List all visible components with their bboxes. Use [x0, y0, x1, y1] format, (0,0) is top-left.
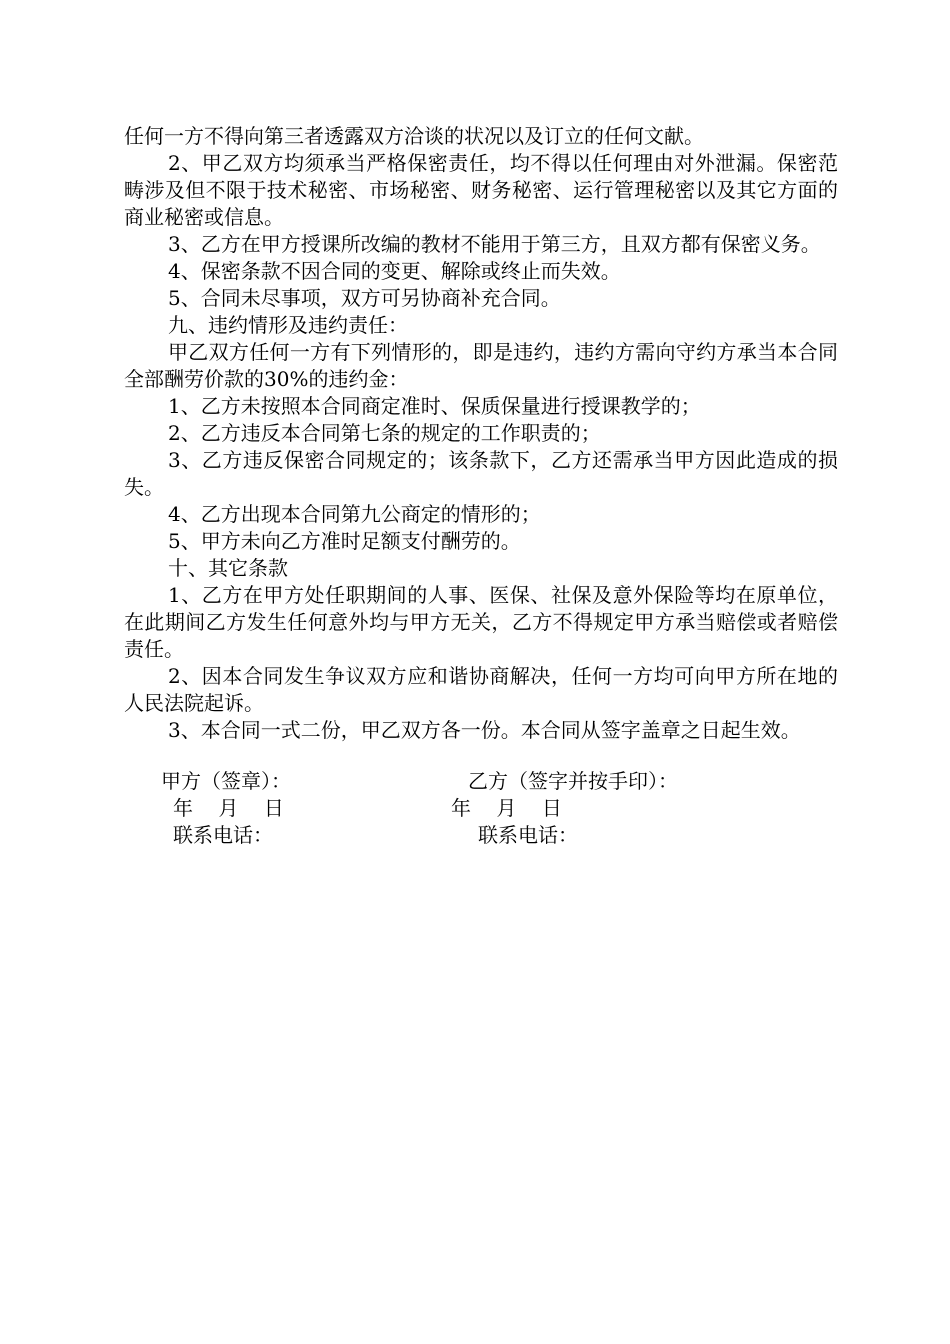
paragraph-other-2: 2、因本合同发生争议双方应和谐协商解决，任何一方均可向甲方所在地的人民法院起诉。 [124, 664, 838, 715]
party-b-signature-label: 乙方（签字并按手印）： [468, 769, 678, 793]
paragraph-breach-4: 4、乙方出现本合同第九公商定的情形的； [168, 502, 541, 526]
paragraph-confidential-3: 3、乙方在甲方授课所改编的教材不能用于第三方，且双方都有保密义务。 [168, 232, 821, 256]
paragraph-confidential-intro: 任何一方不得向第三者透露双方洽谈的状况以及订立的任何文献。 [124, 124, 704, 148]
party-a-phone-label: 联系电话： [173, 823, 273, 847]
section-heading-breach: 九、违约情形及违约责任： [168, 313, 408, 337]
party-b-phone-label: 联系电话： [478, 823, 578, 847]
paragraph-confidential-5: 5、合同未尽事项，双方可另协商补充合同。 [168, 286, 561, 310]
paragraph-breach-5: 5、甲方未向乙方准时足额支付酬劳的。 [168, 529, 521, 553]
party-a-signature-label: 甲方（签章）： [161, 769, 291, 793]
paragraph-confidential-2: 2、甲乙双方均须承当严格保密责任，均不得以任何理由对外泄漏。保密范畴涉及但不限于技术秘密、市场秘密、财务秘密、运行管理秘密以及其它方面的商业秘密或信息。 [124, 151, 838, 229]
party-a-date-label: 年 月 日 [173, 796, 284, 820]
paragraph-confidential-4: 4、保密条款不因合同的变更、解除或终止而失效。 [168, 259, 621, 283]
paragraph-breach-intro: 甲乙双方任何一方有下列情形的，即是违约，违约方需向守约方承当本合同全部酬劳价款的30%的违约金： [124, 340, 838, 391]
contract-body [124, 123, 838, 744]
paragraph-breach-1: 1、乙方未按照本合同商定准时、保质保量进行授课教学的； [168, 394, 701, 418]
paragraph-breach-3: 3、乙方违反保密合同规定的；该条款下，乙方还需承当甲方因此造成的损失。 [124, 448, 838, 499]
paragraph-other-1: 1、乙方在甲方处任职期间的人事、医保、社保及意外保险等均在原单位，在此期间乙方发生任何意外均与甲方无关，乙方不得规定甲方承当赔偿或者赔偿责任。 [124, 583, 838, 661]
party-b-date-label: 年 月 日 [451, 796, 562, 820]
paragraph-other-3: 3、本合同一式二份，甲乙双方各一份。本合同从签字盖章之日起生效。 [168, 718, 801, 742]
section-heading-other: 十、其它条款 [168, 556, 288, 580]
signature-block [124, 768, 838, 850]
paragraph-breach-2: 2、乙方违反本合同第七条的规定的工作职责的； [168, 421, 601, 445]
